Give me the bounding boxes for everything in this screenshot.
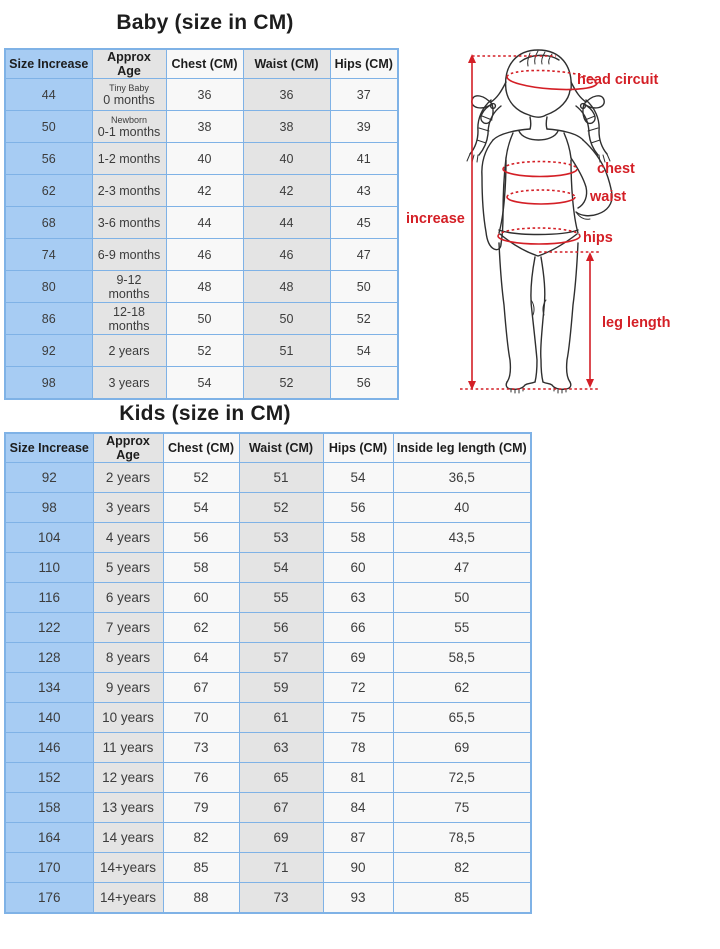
table-cell: 40 xyxy=(166,143,243,175)
table-cell: 62 xyxy=(5,175,92,207)
table-cell: 85 xyxy=(393,883,531,914)
table-row xyxy=(5,553,531,583)
table-cell: 164 xyxy=(5,823,93,853)
table-cell: 51 xyxy=(243,335,330,367)
column-header: Approx Age xyxy=(93,433,163,463)
header-row xyxy=(5,49,398,79)
table-cell: 8 years xyxy=(93,643,163,673)
table-cell: 78 xyxy=(323,733,393,763)
table-row xyxy=(5,853,531,883)
table-cell: 37 xyxy=(330,79,398,111)
table-cell: 146 xyxy=(5,733,93,763)
table-cell: 44 xyxy=(243,207,330,239)
table-cell: 1-2 months xyxy=(92,143,166,175)
chest-ellipse xyxy=(503,162,577,177)
column-header: Waist (CM) xyxy=(243,49,330,79)
column-header: Waist (CM) xyxy=(239,433,323,463)
column-header: Inside leg length (CM) xyxy=(393,433,531,463)
table-cell: 57 xyxy=(239,643,323,673)
table-cell: 85 xyxy=(163,853,239,883)
table-cell: 70 xyxy=(163,703,239,733)
table-row xyxy=(5,367,398,400)
waist-ellipse xyxy=(507,190,575,204)
table-cell: 14+years xyxy=(93,883,163,914)
table-cell: 87 xyxy=(323,823,393,853)
table-cell: 54 xyxy=(330,335,398,367)
table-cell: 134 xyxy=(5,673,93,703)
table-cell: 104 xyxy=(5,523,93,553)
table-cell: 43,5 xyxy=(393,523,531,553)
table-cell: 14+years xyxy=(93,853,163,883)
table-cell: Tiny Baby 0 months xyxy=(92,79,166,111)
table-cell: 170 xyxy=(5,853,93,883)
table-cell: 58,5 xyxy=(393,643,531,673)
table-cell: 90 xyxy=(323,853,393,883)
column-header: Approx Age xyxy=(92,49,166,79)
table-cell: 80 xyxy=(5,271,92,303)
table-row xyxy=(5,733,531,763)
label-increase: increase xyxy=(406,211,465,227)
table-cell: 65,5 xyxy=(393,703,531,733)
table-cell: 38 xyxy=(166,111,243,143)
table-row xyxy=(5,493,531,523)
table-cell: 50 xyxy=(243,303,330,335)
column-header: Hips (CM) xyxy=(330,49,398,79)
table-cell: 62 xyxy=(163,613,239,643)
table-cell: 54 xyxy=(323,463,393,493)
table-cell: 56 xyxy=(323,493,393,523)
kids-size-table xyxy=(4,432,532,914)
table-cell: 110 xyxy=(5,553,93,583)
table-cell: 69 xyxy=(239,823,323,853)
table-cell: 6 years xyxy=(93,583,163,613)
label-head-circuit: head circuit xyxy=(577,72,659,88)
table-row xyxy=(5,823,531,853)
table-cell: 50 xyxy=(393,583,531,613)
table-cell: 44 xyxy=(5,79,92,111)
table-cell: 72 xyxy=(323,673,393,703)
table-row xyxy=(5,207,398,239)
table-cell: 40 xyxy=(393,493,531,523)
table-cell: 42 xyxy=(243,175,330,207)
table-cell: 98 xyxy=(5,493,93,523)
table-cell: 93 xyxy=(323,883,393,914)
header-row xyxy=(5,433,531,463)
label-chest: chest xyxy=(597,161,635,177)
table-cell: 40 xyxy=(243,143,330,175)
table-cell: 65 xyxy=(239,763,323,793)
baby-table-title: Baby (size in CM) xyxy=(116,11,294,34)
table-row xyxy=(5,239,398,271)
table-cell: 46 xyxy=(166,239,243,271)
table-row xyxy=(5,463,531,493)
table-cell: 2 years xyxy=(93,463,163,493)
table-row xyxy=(5,143,398,175)
table-cell: 4 years xyxy=(93,523,163,553)
label-leg-length: leg length xyxy=(602,315,671,331)
column-header: Size Increase xyxy=(5,433,93,463)
table-row xyxy=(5,883,531,914)
table-cell: 82 xyxy=(163,823,239,853)
table-cell: 50 xyxy=(330,271,398,303)
table-cell: 44 xyxy=(166,207,243,239)
table-cell: 79 xyxy=(163,793,239,823)
table-cell: 52 xyxy=(166,335,243,367)
table-cell: 50 xyxy=(166,303,243,335)
table-cell: 11 years xyxy=(93,733,163,763)
table-cell: 60 xyxy=(323,553,393,583)
table-cell: 45 xyxy=(330,207,398,239)
measurement-annotations xyxy=(406,54,670,390)
kids-table-title: Kids (size in CM) xyxy=(119,402,291,425)
table-cell: 36 xyxy=(166,79,243,111)
table-cell: 54 xyxy=(239,553,323,583)
table-cell: 43 xyxy=(330,175,398,207)
table-cell: 61 xyxy=(239,703,323,733)
table-cell: 60 xyxy=(163,583,239,613)
table-cell: 48 xyxy=(243,271,330,303)
table-cell: 76 xyxy=(163,763,239,793)
table-cell: 10 years xyxy=(93,703,163,733)
table-cell: 56 xyxy=(239,613,323,643)
child-measurement-illustration xyxy=(400,38,720,400)
table-cell: 73 xyxy=(163,733,239,763)
table-cell: 63 xyxy=(323,583,393,613)
table-cell: 64 xyxy=(163,643,239,673)
table-cell: 47 xyxy=(393,553,531,583)
column-header: Chest (CM) xyxy=(163,433,239,463)
table-row xyxy=(5,643,531,673)
table-row xyxy=(5,703,531,733)
table-row xyxy=(5,793,531,823)
baby-size-table xyxy=(4,48,399,400)
table-cell: 69 xyxy=(393,733,531,763)
table-cell: 56 xyxy=(330,367,398,400)
table-cell: 9-12 months xyxy=(92,271,166,303)
table-cell: 98 xyxy=(5,367,92,400)
table-cell: 88 xyxy=(163,883,239,914)
table-cell: 69 xyxy=(323,643,393,673)
table-cell: 71 xyxy=(239,853,323,883)
table-cell: 52 xyxy=(163,463,239,493)
table-cell: 6-9 months xyxy=(92,239,166,271)
table-cell: 158 xyxy=(5,793,93,823)
table-cell: 74 xyxy=(5,239,92,271)
table-cell: 176 xyxy=(5,883,93,914)
measurement-diagram xyxy=(400,38,720,400)
table-cell: 13 years xyxy=(93,793,163,823)
table-cell: 7 years xyxy=(93,613,163,643)
table-row xyxy=(5,303,398,335)
table-cell: 46 xyxy=(243,239,330,271)
table-cell: 66 xyxy=(323,613,393,643)
table-row xyxy=(5,523,531,553)
table-cell: 5 years xyxy=(93,553,163,583)
table-cell: 84 xyxy=(323,793,393,823)
table-cell: 81 xyxy=(323,763,393,793)
table-row xyxy=(5,79,398,111)
table-cell: 3 years xyxy=(93,493,163,523)
table-cell: 92 xyxy=(5,335,92,367)
table-cell: 116 xyxy=(5,583,93,613)
table-cell: 58 xyxy=(163,553,239,583)
table-cell: 2-3 months xyxy=(92,175,166,207)
table-cell: 52 xyxy=(243,367,330,400)
table-row xyxy=(5,175,398,207)
table-cell: 55 xyxy=(393,613,531,643)
table-row xyxy=(5,335,398,367)
table-cell: 73 xyxy=(239,883,323,914)
table-cell: 92 xyxy=(5,463,93,493)
table-cell: 3-6 months xyxy=(92,207,166,239)
table-cell: 58 xyxy=(323,523,393,553)
increase-arrow xyxy=(460,54,598,390)
table-cell: 36,5 xyxy=(393,463,531,493)
leg-length-arrow xyxy=(539,252,600,388)
table-row xyxy=(5,763,531,793)
table-cell: 78,5 xyxy=(393,823,531,853)
table-cell: 12-18 months xyxy=(92,303,166,335)
table-cell: 55 xyxy=(239,583,323,613)
table-cell: 51 xyxy=(239,463,323,493)
table-cell: 62 xyxy=(393,673,531,703)
table-cell: 122 xyxy=(5,613,93,643)
table-cell: 52 xyxy=(330,303,398,335)
table-cell: 14 years xyxy=(93,823,163,853)
table-cell: 36 xyxy=(243,79,330,111)
table-cell: 39 xyxy=(330,111,398,143)
table-cell: 2 years xyxy=(92,335,166,367)
table-row xyxy=(5,583,531,613)
column-header: Chest (CM) xyxy=(166,49,243,79)
table-cell: 75 xyxy=(323,703,393,733)
table-cell: 59 xyxy=(239,673,323,703)
table-cell: 67 xyxy=(163,673,239,703)
table-cell: Newborn 0-1 months xyxy=(92,111,166,143)
table-cell: 12 years xyxy=(93,763,163,793)
table-cell: 140 xyxy=(5,703,93,733)
table-row xyxy=(5,673,531,703)
table-cell: 52 xyxy=(239,493,323,523)
table-cell: 72,5 xyxy=(393,763,531,793)
table-row xyxy=(5,271,398,303)
table-cell: 68 xyxy=(5,207,92,239)
label-waist: waist xyxy=(590,189,627,205)
column-header: Hips (CM) xyxy=(323,433,393,463)
table-cell: 82 xyxy=(393,853,531,883)
table-cell: 53 xyxy=(239,523,323,553)
table-cell: 86 xyxy=(5,303,92,335)
table-cell: 48 xyxy=(166,271,243,303)
hips-ellipse xyxy=(498,228,580,244)
table-cell: 54 xyxy=(163,493,239,523)
table-cell: 128 xyxy=(5,643,93,673)
column-header: Size Increase xyxy=(5,49,92,79)
table-cell: 9 years xyxy=(93,673,163,703)
table-cell: 42 xyxy=(166,175,243,207)
table-cell: 3 years xyxy=(92,367,166,400)
table-cell: 56 xyxy=(5,143,92,175)
table-cell: 41 xyxy=(330,143,398,175)
table-cell: 67 xyxy=(239,793,323,823)
label-hips: hips xyxy=(583,230,613,246)
table-cell: 75 xyxy=(393,793,531,823)
table-cell: 63 xyxy=(239,733,323,763)
table-cell: 38 xyxy=(243,111,330,143)
table-cell: 152 xyxy=(5,763,93,793)
table-row xyxy=(5,111,398,143)
table-cell: 50 xyxy=(5,111,92,143)
table-cell: 56 xyxy=(163,523,239,553)
table-cell: 54 xyxy=(166,367,243,400)
table-row xyxy=(5,613,531,643)
table-cell: 47 xyxy=(330,239,398,271)
